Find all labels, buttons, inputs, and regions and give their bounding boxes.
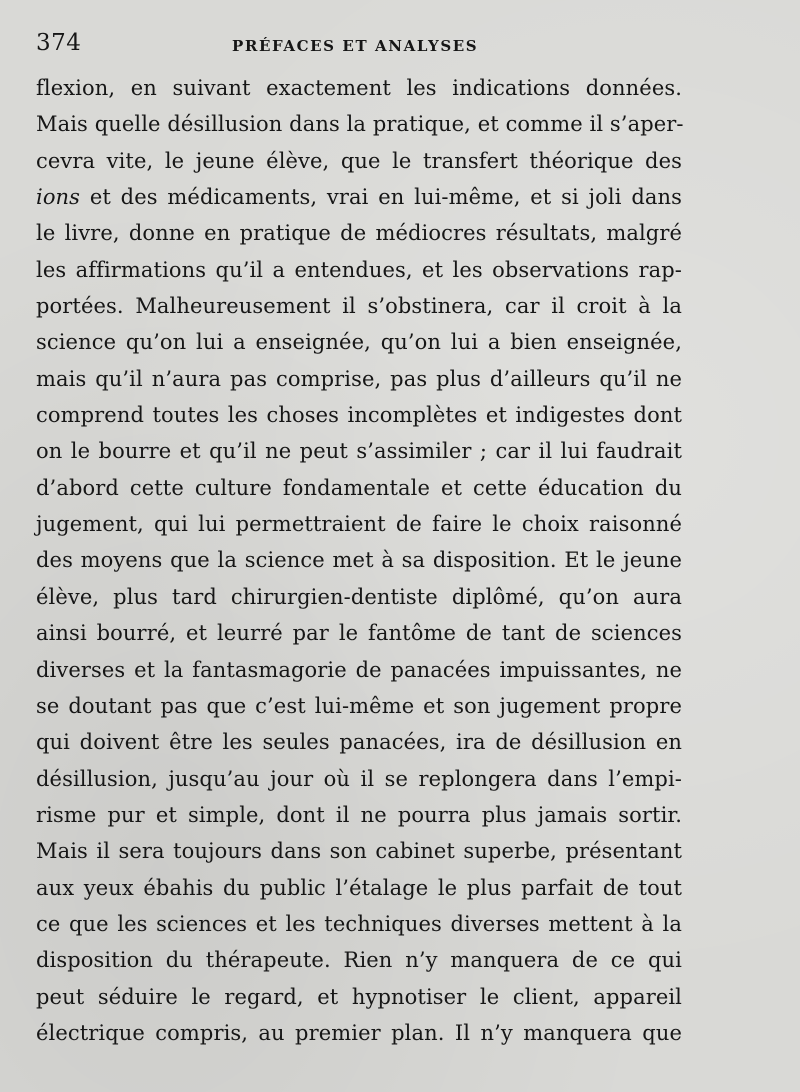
text-line: désillusion, jusqu’au jour où il se replongera dans l’empi- <box>36 766 682 791</box>
text-line: se doutant pas que c’est lui-même et son jugement propre <box>36 693 682 718</box>
text-line: les affirmations qu’il a entendues, et les observations rap- <box>36 257 682 282</box>
text-line: qui doivent être les seules panacées, ira de désillusion en <box>36 730 682 755</box>
text-line: science qu’on lui a enseignée, qu’on lui a bien enseignée, <box>36 330 682 355</box>
text-line: cevra vite, le jeune élève, que le transfert théorique des <box>36 148 682 173</box>
text-line: ce que les sciences et les techniques diverses mettent à la <box>36 911 682 936</box>
page-number: 374 <box>36 30 82 56</box>
text-line: diverses et la fantasmagorie de panacées impuissantes, ne <box>36 657 682 682</box>
text-line-rest: et des médicaments, vrai en lui-même, et si joli dans <box>89 185 682 210</box>
text-line: d’abord cette culture fondamentale et cette éducation du <box>36 475 682 500</box>
text-line: Mais il sera toujours dans son cabinet superbe, présentant <box>36 839 682 864</box>
text-line: flexion, en suivant exactement les indications données. <box>36 76 682 100</box>
running-title: PRÉFACES ET ANALYSES <box>232 37 479 55</box>
text-line: risme pur et simple, dont il ne pourra plus jamais sortir. <box>36 802 682 827</box>
text-line: peut séduire le regard, et hypnotiser le client, appareil <box>36 984 682 1009</box>
text-line: aux yeux ébahis du public l’étalage le plus parfait de tout <box>36 875 682 900</box>
text-line: le livre, donne en pratique de médiocres résultats, malgré <box>36 221 682 246</box>
running-head <box>36 30 736 64</box>
text-line: ainsi bourré, et leurré par le fantôme de tant de sciences <box>36 621 682 646</box>
italic-word: ions <box>36 185 81 210</box>
text-line: jugement, qui lui permettraient de faire le choix raisonné <box>36 512 682 537</box>
text-line: des moyens que la science met à sa disposition. Et le jeune <box>36 548 682 573</box>
text-line: Mais quelle désillusion dans la pratique, et comme il s’aper- <box>36 112 684 137</box>
text-line <box>36 179 682 215</box>
text-line: mais qu’il n’aura pas comprise, pas plus d’ailleurs qu’il ne <box>36 366 682 391</box>
text-line: on le bourre et qu’il ne peut s’assimiler ; car il lui faudrait <box>36 439 682 464</box>
text-line: portées. Malheureusement il s’obstinera, car il croit à la <box>36 294 682 319</box>
text-line: comprend toutes les choses incomplètes et indigestes dont <box>36 403 682 428</box>
text-line: élève, plus tard chirurgien-dentiste diplômé, qu’on aura <box>36 584 682 609</box>
body-text <box>36 70 682 1051</box>
text-line: électrique compris, au premier plan. Il n’y manquera que <box>36 1020 682 1045</box>
text-line: disposition du thérapeute. Rien n’y manquera de ce qui <box>36 948 682 973</box>
